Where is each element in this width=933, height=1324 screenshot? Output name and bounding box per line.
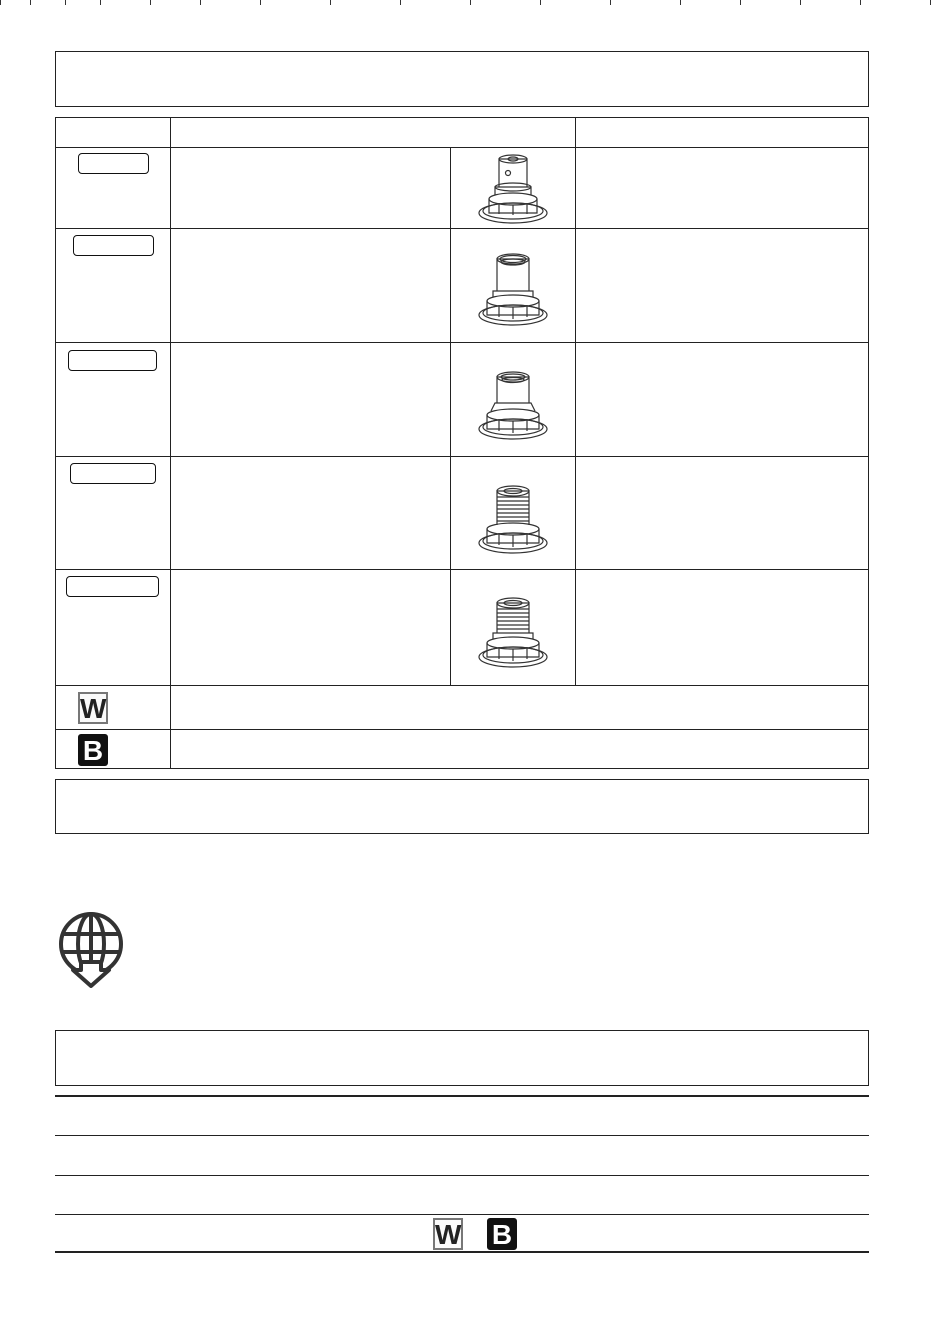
table-frame	[55, 117, 869, 769]
globe-download-icon	[55, 910, 129, 988]
letter-b-icon: B	[78, 734, 108, 766]
column-divider	[575, 117, 576, 685]
fitting-image-male-thread	[475, 477, 551, 557]
row-divider	[55, 342, 869, 343]
row-label-badge	[68, 350, 157, 371]
row-divider	[55, 228, 869, 229]
row-divider	[55, 456, 869, 457]
section-header-box	[55, 1030, 869, 1086]
fitting-image-female-thread-large	[475, 363, 551, 443]
row-label-badge	[78, 153, 149, 174]
letter-b-icon: B	[487, 1218, 517, 1250]
spec-table-top-line	[55, 1095, 869, 1097]
spec-table-bottom-line	[55, 1251, 869, 1253]
fitting-image-quick-connect	[475, 151, 551, 227]
table-header-divider	[55, 147, 869, 148]
crop-marks	[0, 0, 933, 6]
row-divider	[55, 729, 869, 730]
spec-row-divider	[55, 1175, 869, 1176]
connector-table	[55, 117, 869, 769]
column-divider	[170, 117, 171, 769]
row-label-badge	[66, 576, 159, 597]
spec-row-divider	[55, 1135, 869, 1136]
fitting-image-male-thread-long	[475, 591, 551, 671]
fitting-image-female-thread	[475, 249, 551, 329]
note-box	[55, 779, 869, 834]
row-label-badge	[73, 235, 154, 256]
row-label-badge	[70, 463, 156, 484]
spec-row-divider	[55, 1214, 869, 1215]
row-divider	[55, 685, 869, 686]
letter-w-icon: W	[80, 693, 107, 724]
section-header-box	[55, 51, 869, 107]
row-divider	[55, 569, 869, 570]
letter-w-icon: W	[435, 1219, 462, 1250]
